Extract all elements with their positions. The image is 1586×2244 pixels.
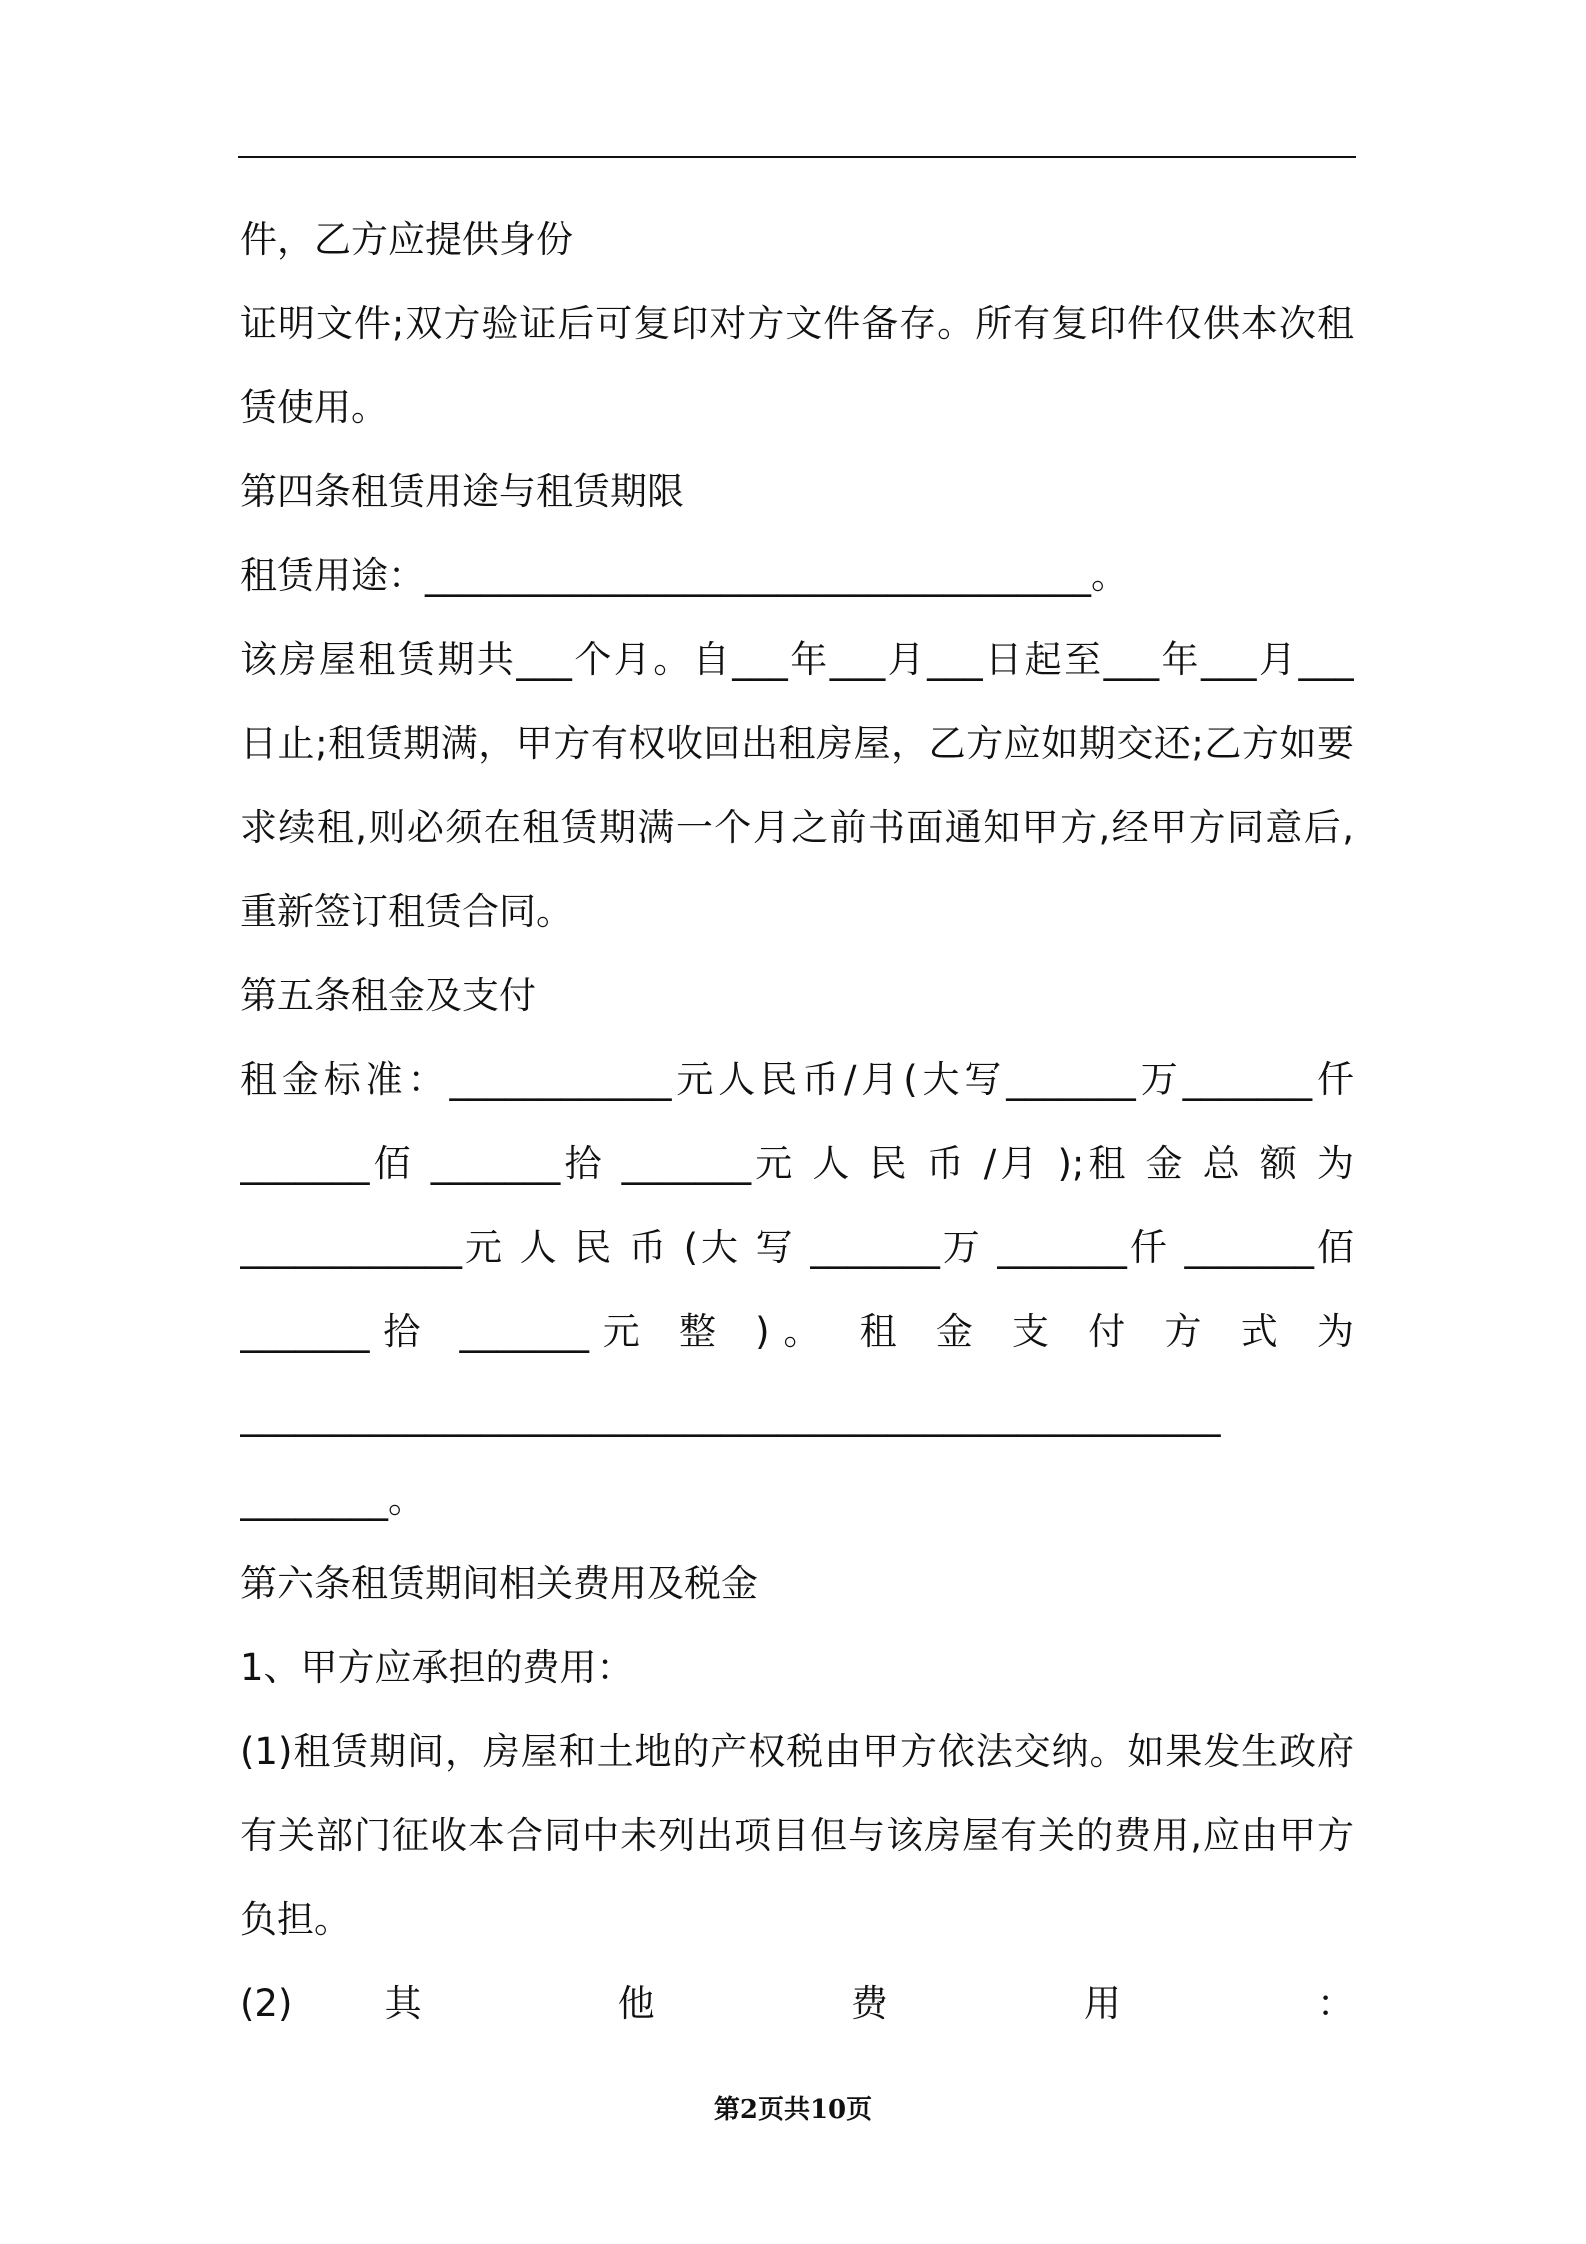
text-line: 有关部门征收本合同中未列出项目但与该房屋有关的费用,应由甲方: [240, 1814, 1354, 1857]
section-heading: 第四条租赁用途与租赁期限: [240, 470, 684, 513]
section-heading: 第六条租赁期间相关费用及税金: [240, 1562, 758, 1605]
document-body: [240, 198, 1354, 2046]
text-line: ________。: [240, 1478, 425, 1521]
text-line: 租赁用途：____________________________________。: [240, 554, 1128, 597]
text-line: (2)其 他 费 用 ：: [240, 1982, 1354, 2025]
text-line: 求续租,则必须在租赁期满一个月之前书面通知甲方,经甲方同意后,: [240, 806, 1354, 849]
section-heading: 第五条租金及支付: [240, 974, 536, 1017]
text-line: 1、甲方应承担的费用：: [240, 1646, 634, 1689]
text-line: _______佰 _______拾 _______元 人 民 币 /月 );租 金 总 额 为: [240, 1142, 1354, 1185]
text-line: 件，乙方应提供身份: [240, 218, 573, 261]
text-line: 负担。: [240, 1898, 351, 1941]
text-line: _______拾 _______元 整 )。 租 金 支 付 方 式 为: [240, 1310, 1354, 1353]
text-line: 该房屋租赁期共___个月。自___年___月___日起至___年___月___: [240, 638, 1354, 681]
text-line: 证明文件;双方验证后可复印对方文件备存。所有复印件仅供本次租: [240, 302, 1354, 345]
text-line: (1)租赁期间，房屋和土地的产权税由甲方依法交纳。如果发生政府: [240, 1730, 1354, 1773]
text-line: 租金标准：____________元人民币/月(大写_______万_______仟: [240, 1058, 1354, 1101]
blank-fill-line: _____________________________________________________: [240, 1394, 1221, 1437]
text-line: 重新签订租赁合同。: [240, 890, 573, 933]
text-line: ____________元 人 民 币 (大 写 _______万 _______仟 _______佰: [240, 1226, 1354, 1269]
text-line: 赁使用。: [240, 386, 388, 429]
text-line: 日止;租赁期满，甲方有权收回出租房屋，乙方应如期交还;乙方如要: [240, 722, 1354, 765]
header-rule: [238, 156, 1356, 158]
page-footer: 第2页共10页: [713, 2095, 873, 2125]
